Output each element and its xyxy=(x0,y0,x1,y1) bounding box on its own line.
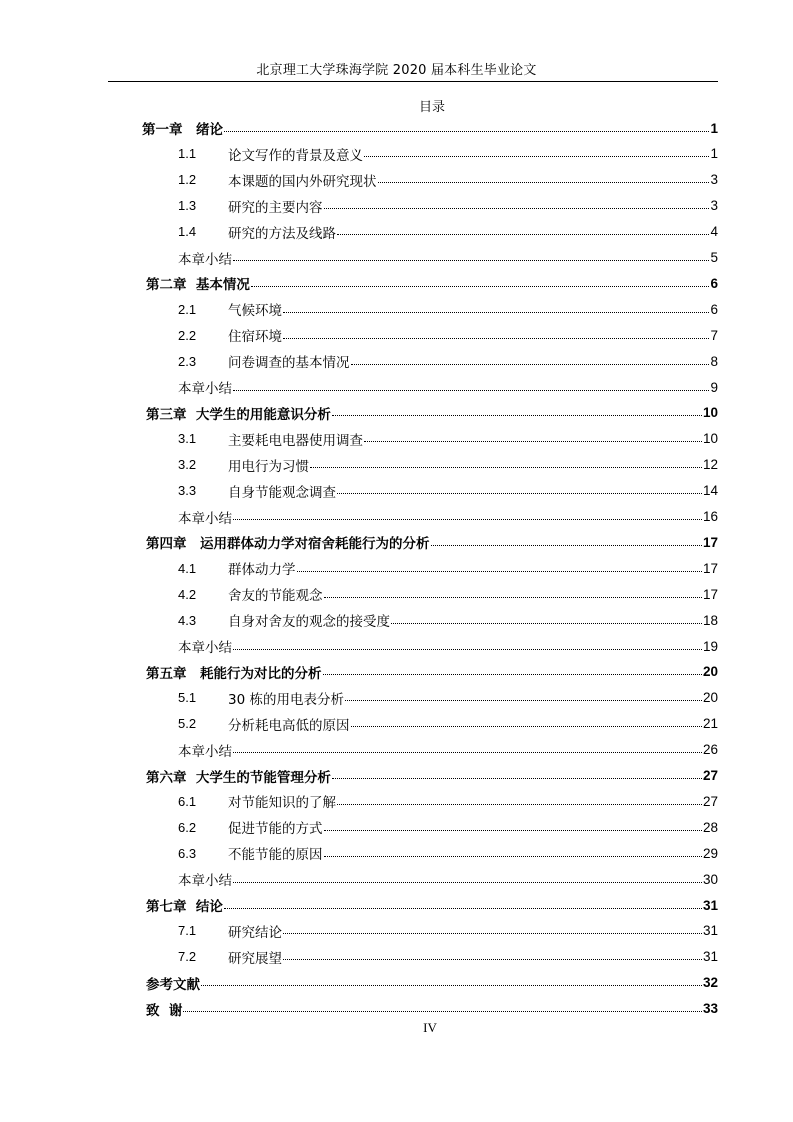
toc-section-number: 3.2 xyxy=(178,457,197,473)
dot-leader xyxy=(233,649,702,650)
toc-entry-label: 第六章 大学生的节能管理分析 xyxy=(146,769,331,786)
toc-entry-label: 致 谢 xyxy=(146,1002,183,1019)
dot-leader xyxy=(324,597,702,598)
toc-section-number: 1.1 xyxy=(178,146,197,162)
toc-section-number: 6.3 xyxy=(178,845,197,861)
toc-page-number: 20 xyxy=(702,664,718,680)
dot-leader xyxy=(324,856,702,857)
toc-chapter-entry[interactable] xyxy=(142,116,718,140)
toc-page-number: 18 xyxy=(702,612,718,628)
toc-section-entry[interactable] xyxy=(178,919,718,943)
toc-entry-label: 本课题的国内外研究现状 xyxy=(228,173,377,190)
toc-entry-label: 30 栋的用电表分析 xyxy=(228,691,344,708)
toc-section-number: 5.2 xyxy=(178,716,197,732)
dot-leader xyxy=(431,545,702,546)
toc-page-number: 19 xyxy=(702,638,718,654)
toc-section-number: 4.2 xyxy=(178,586,197,602)
toc-section-entry[interactable] xyxy=(178,194,718,218)
toc-section-number: 4.1 xyxy=(178,560,197,576)
toc-section-entry[interactable] xyxy=(178,815,718,839)
toc-page-number: 6 xyxy=(710,301,718,317)
dot-leader xyxy=(324,830,702,831)
dot-leader xyxy=(183,1011,702,1012)
toc-entry-label: 研究的主要内容 xyxy=(228,199,323,216)
toc-chapter-entry[interactable] xyxy=(146,271,718,295)
toc-entry-label: 研究展望 xyxy=(228,950,282,967)
toc-entry-label: 促进节能的方式 xyxy=(228,821,323,838)
toc-section-entry[interactable] xyxy=(178,220,718,244)
page-number: IV xyxy=(423,1020,437,1035)
dot-leader xyxy=(364,441,702,442)
toc-section-number: 7.1 xyxy=(178,923,197,939)
dot-leader xyxy=(233,390,709,391)
toc-section-number: 3.3 xyxy=(178,483,197,499)
dot-leader xyxy=(233,882,702,883)
dot-leader xyxy=(233,519,702,520)
toc-page-number: 20 xyxy=(702,690,718,706)
toc-section-entry[interactable] xyxy=(178,505,718,529)
dot-leader xyxy=(391,623,702,624)
toc-entry-label: 本章小结 xyxy=(178,873,232,890)
toc-page-number: 10 xyxy=(702,431,718,447)
dot-leader xyxy=(224,131,709,132)
toc-entry-label: 住宿环境 xyxy=(228,329,282,346)
dot-leader xyxy=(283,933,702,934)
toc-entry-label: 研究的方法及线路 xyxy=(228,225,336,242)
toc-page-number: 29 xyxy=(702,845,718,861)
toc-chapter-entry[interactable] xyxy=(146,893,718,917)
toc-page-number: 28 xyxy=(702,819,718,835)
dot-leader xyxy=(337,234,709,235)
toc-entry-label: 对节能知识的了解 xyxy=(228,795,336,812)
toc-entry-label: 用电行为习惯 xyxy=(228,458,309,475)
toc-section-entry[interactable] xyxy=(178,945,718,969)
dot-leader xyxy=(378,182,710,183)
toc-page-number: 27 xyxy=(702,768,718,783)
toc-page-number: 17 xyxy=(702,534,718,550)
dot-leader xyxy=(233,752,702,753)
toc-section-entry[interactable] xyxy=(178,375,718,399)
toc-section-entry[interactable] xyxy=(178,712,718,736)
toc-page-number: 26 xyxy=(702,742,718,758)
toc-section-number: 7.2 xyxy=(178,949,197,965)
toc-entry-label: 本章小结 xyxy=(178,251,232,268)
toc-page-number: 31 xyxy=(702,949,718,965)
toc-section-entry[interactable] xyxy=(178,168,718,192)
dot-leader xyxy=(332,415,702,416)
toc-section-number: 2.1 xyxy=(178,301,197,317)
toc-entry-label: 论文写作的背景及意义 xyxy=(228,147,363,164)
toc-section-entry[interactable] xyxy=(178,608,718,632)
dot-leader xyxy=(323,674,702,675)
dot-leader xyxy=(332,778,702,779)
toc-section-entry[interactable] xyxy=(178,867,718,891)
dot-leader xyxy=(233,260,709,261)
toc-page-number: 21 xyxy=(702,716,718,732)
toc-page-number: 16 xyxy=(702,509,718,524)
dot-leader xyxy=(351,726,702,727)
toc-section-number: 4.3 xyxy=(178,612,197,628)
dot-leader xyxy=(310,467,702,468)
toc-page-number: 3 xyxy=(710,172,718,188)
toc-entry-label: 舍友的节能观念 xyxy=(228,588,323,605)
dot-leader xyxy=(351,364,710,365)
toc-title: 目录 xyxy=(418,100,445,115)
toc-section-entry[interactable] xyxy=(178,453,718,477)
toc-section-entry[interactable] xyxy=(178,479,718,503)
dot-leader xyxy=(201,985,702,986)
toc-entry-label: 问卷调查的基本情况 xyxy=(228,355,350,372)
toc-page-number: 17 xyxy=(702,560,718,576)
toc-chapter-entry[interactable] xyxy=(146,660,718,684)
dot-leader xyxy=(283,312,709,313)
toc-entry-label: 本章小结 xyxy=(178,743,232,760)
toc-entry-label: 研究结论 xyxy=(228,924,282,941)
toc-section-number: 5.1 xyxy=(178,690,197,706)
toc-section-number: 1.2 xyxy=(178,172,197,188)
toc-page-number: 27 xyxy=(702,793,718,809)
toc-page-number: 32 xyxy=(702,975,718,991)
toc-page-number: 6 xyxy=(710,275,718,291)
toc-entry-label: 第二章 基本情况 xyxy=(146,277,250,294)
toc-page-number: 17 xyxy=(702,586,718,602)
dot-leader xyxy=(337,804,702,805)
toc-page-number: 33 xyxy=(702,1001,718,1017)
toc-entry-label: 不能节能的原因 xyxy=(228,847,323,864)
toc-entry-label: 本章小结 xyxy=(178,640,232,656)
toc-page-number: 4 xyxy=(710,224,718,240)
dot-leader xyxy=(364,156,709,157)
toc-page-number: 14 xyxy=(702,483,718,499)
toc-page-number: 7 xyxy=(710,327,718,343)
dot-leader xyxy=(337,493,702,494)
toc-entry-label: 本章小结 xyxy=(178,510,232,527)
toc-section-entry[interactable] xyxy=(178,738,718,762)
toc-section-entry[interactable] xyxy=(178,582,718,606)
toc-entry-label: 第五章 耗能行为对比的分析 xyxy=(146,665,322,682)
toc-entry-label: 自身节能观念调查 xyxy=(228,484,336,501)
toc-chapter-entry[interactable] xyxy=(146,530,718,554)
toc-section-entry[interactable] xyxy=(178,246,718,270)
toc-page-number: 9 xyxy=(710,379,718,395)
toc-entry-label: 第四章 运用群体动力学对宿舍耗能行为的分析 xyxy=(146,536,430,553)
toc-section-number: 1.4 xyxy=(178,224,197,240)
toc-section-entry[interactable] xyxy=(178,789,718,813)
toc-entry-label: 主要耗电电器使用调查 xyxy=(228,432,363,449)
dot-leader xyxy=(297,571,702,572)
toc-section-number: 2.2 xyxy=(178,327,197,343)
toc-page-number: 8 xyxy=(710,353,718,369)
toc-page-number: 1 xyxy=(710,146,718,162)
dot-leader xyxy=(224,908,702,909)
toc-section-number: 2.3 xyxy=(178,353,197,369)
toc-page-number: 30 xyxy=(702,871,718,887)
toc-section-entry[interactable] xyxy=(178,297,718,321)
toc-entry-label: 第一章 绪论 xyxy=(142,122,223,138)
dot-leader xyxy=(345,700,702,701)
toc-section-entry[interactable] xyxy=(178,634,718,658)
dot-leader xyxy=(283,338,709,339)
toc-entry-label: 群体动力学 xyxy=(228,562,296,579)
toc-section-entry[interactable] xyxy=(178,841,718,865)
toc-section-entry[interactable] xyxy=(178,323,718,347)
toc-section-entry[interactable] xyxy=(178,556,718,580)
toc-section-entry[interactable] xyxy=(178,686,718,710)
toc-page-number: 1 xyxy=(710,120,718,136)
toc-chapter-entry[interactable] xyxy=(146,971,718,995)
running-header: 北京理工大学珠海学院 2020 届本科生毕业论文 xyxy=(256,63,537,78)
toc-page-number: 31 xyxy=(702,897,718,913)
dot-leader xyxy=(324,208,710,209)
toc-page-number: 12 xyxy=(702,457,718,473)
toc-entry-label: 气候环境 xyxy=(228,303,282,320)
toc-entry-label: 第七章 结论 xyxy=(146,899,223,915)
header-rule xyxy=(108,81,718,82)
toc-section-number: 6.2 xyxy=(178,819,197,835)
toc-chapter-entry[interactable] xyxy=(146,401,718,425)
toc-section-number: 1.3 xyxy=(178,198,197,214)
toc-chapter-entry[interactable] xyxy=(146,997,718,1021)
toc-page-number: 31 xyxy=(702,923,718,939)
toc-section-entry[interactable] xyxy=(178,142,718,166)
dot-leader xyxy=(251,286,710,287)
toc-page-number: 5 xyxy=(710,250,718,265)
toc-chapter-entry[interactable] xyxy=(146,764,718,788)
toc-section-number: 6.1 xyxy=(178,793,197,809)
toc-entry-label: 本章小结 xyxy=(178,381,232,397)
toc-entry-label: 第三章 大学生的用能意识分析 xyxy=(146,406,331,423)
toc-entry-label: 自身对舍友的观念的接受度 xyxy=(228,614,390,631)
toc-entry-label: 分析耗电高低的原因 xyxy=(228,717,350,734)
toc-entry-label: 参考文献 xyxy=(146,976,200,993)
dot-leader xyxy=(283,959,702,960)
toc-section-entry[interactable] xyxy=(178,427,718,451)
toc-section-entry[interactable] xyxy=(178,349,718,373)
toc-page-number: 10 xyxy=(702,405,718,421)
toc-page-number: 3 xyxy=(710,198,718,214)
toc-section-number: 3.1 xyxy=(178,431,197,447)
